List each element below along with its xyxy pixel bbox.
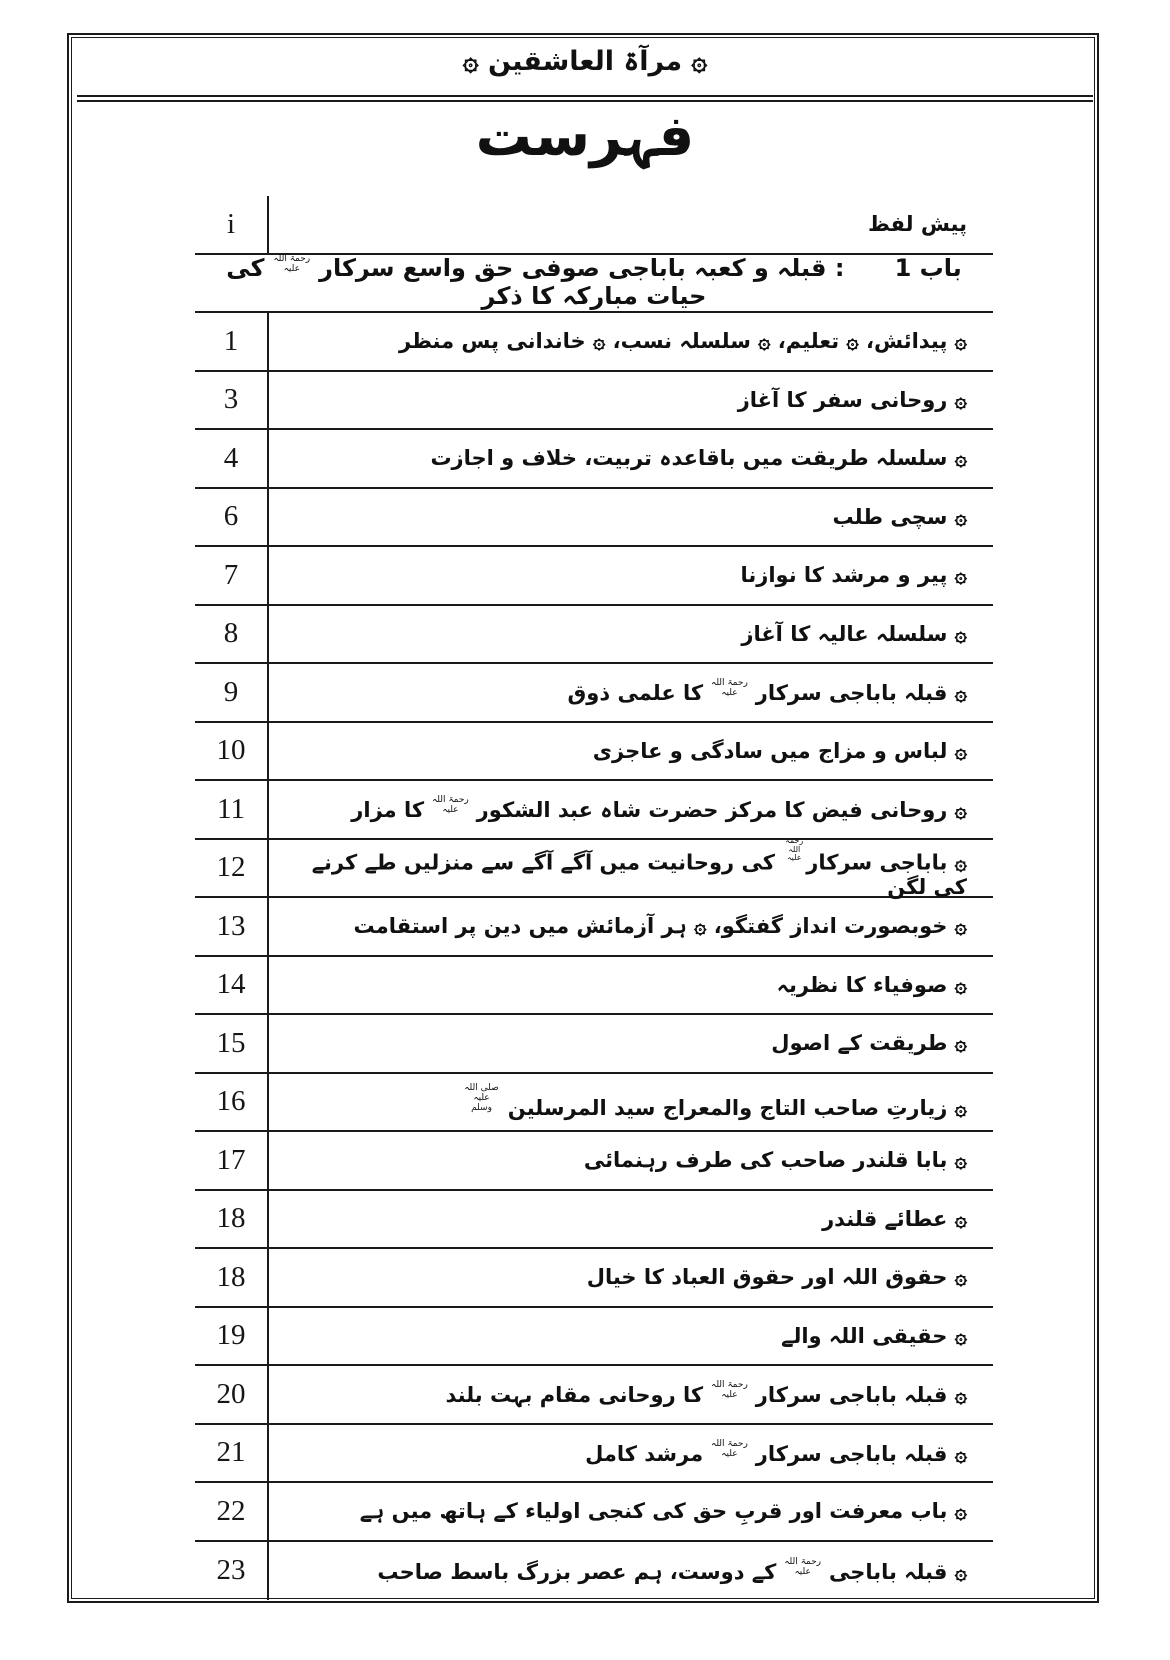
toc-row bbox=[195, 1074, 993, 1133]
entry-text-inner: ۞ حقوق اللہ اور حقوق العباد کا خیال bbox=[586, 1265, 967, 1290]
entry-text-inner: ۞ حقیقی اللہ والے bbox=[781, 1323, 967, 1348]
entry-text-inner: ۞ زیارتِ صاحب التاج والمعراج سید المرسلین صلی اللہ علیہ وسلم bbox=[464, 1082, 967, 1120]
page-number: 3 bbox=[195, 372, 269, 429]
page-number: 10 bbox=[195, 723, 269, 780]
entry-text bbox=[195, 255, 993, 312]
entry-text-inner: ۞ روحانی فیض کا مرکز حضرت شاہ عبد الشکور رحمۃ اللہ علیہ کا مزار bbox=[351, 795, 967, 823]
toc-row bbox=[195, 606, 993, 665]
entry-text-inner: ۞ قبلہ باباجی سرکار رحمۃ اللہ علیہ کا علمی ذوق bbox=[567, 678, 967, 706]
page-number: 23 bbox=[195, 1542, 269, 1601]
page-number: 12 bbox=[195, 840, 269, 897]
entry-text bbox=[269, 547, 993, 604]
entry-text-inner: ۞ باباجی سرکاررحمۃ اللہ علیہ کی روحانیت میں آگے آگے سے منزلیں طے کرنے کی لگن bbox=[311, 835, 967, 899]
entry-text bbox=[269, 835, 993, 899]
entry-text-inner: ۞ باب معرفت اور قربِ حق کی کنجی اولیاء کے ہاتھ میں ہے bbox=[359, 1499, 967, 1524]
toc-row bbox=[195, 957, 993, 1016]
toc-row bbox=[195, 1366, 993, 1425]
toc-row bbox=[195, 489, 993, 548]
toc-row bbox=[195, 196, 993, 255]
toc-row bbox=[195, 372, 993, 431]
toc-row bbox=[195, 313, 993, 372]
entry-text bbox=[269, 1308, 993, 1365]
entry-text bbox=[269, 723, 993, 780]
toc-row bbox=[195, 547, 993, 606]
entry-text-inner: ۞ پیدائش، ۞ تعلیم، ۞ سلسلہ نسب، ۞ خاندانی پس منظر bbox=[399, 329, 967, 354]
entry-text bbox=[269, 430, 993, 487]
page-number: 21 bbox=[195, 1425, 269, 1482]
page-number: 19 bbox=[195, 1308, 269, 1365]
entry-text bbox=[269, 313, 993, 370]
entry-text-inner: ۞ خوبصورت انداز گفتگو، ۞ ہر آزمائش میں دین پر استقامت bbox=[353, 914, 967, 939]
page-number: 18 bbox=[195, 1191, 269, 1248]
entry-text bbox=[269, 781, 993, 838]
page-number: 15 bbox=[195, 1015, 269, 1072]
honorific-mark: رحمۃ اللہ علیہ bbox=[711, 1380, 748, 1401]
entry-text-inner: ۞ سچی طلب bbox=[832, 504, 967, 529]
page-number: 4 bbox=[195, 430, 269, 487]
page-number: 18 bbox=[195, 1249, 269, 1306]
toc-row bbox=[195, 430, 993, 489]
entry-text-inner: ۞ سلسلہ عالیہ کا آغاز bbox=[741, 621, 967, 646]
entry-text bbox=[269, 957, 993, 1014]
entry-text bbox=[269, 196, 993, 253]
header-divider bbox=[77, 95, 1093, 102]
page-number: i bbox=[195, 196, 269, 253]
page-number: 22 bbox=[195, 1483, 269, 1540]
contents-heading: فہرست bbox=[475, 104, 695, 169]
entry-text bbox=[269, 606, 993, 663]
toc-row bbox=[195, 1425, 993, 1484]
entry-text bbox=[269, 489, 993, 546]
toc-row bbox=[195, 898, 993, 957]
entry-text bbox=[269, 372, 993, 429]
toc-row bbox=[195, 723, 993, 782]
toc-row bbox=[195, 1249, 993, 1308]
honorific-mark: رحمۃ اللہ علیہ bbox=[785, 835, 804, 863]
entry-text-inner: باب 1 : قبلہ و کعبہ باباجی صوفی حق واسع سرکار رحمۃ اللہ علیہ کی حیات مبارکہ کا ذکر bbox=[226, 254, 962, 310]
toc-row bbox=[195, 664, 993, 723]
toc-row bbox=[195, 1483, 993, 1542]
toc-row bbox=[195, 835, 993, 899]
page-number: 9 bbox=[195, 664, 269, 721]
entry-text bbox=[269, 1542, 993, 1601]
page-number: 20 bbox=[195, 1366, 269, 1423]
honorific-mark: رحمۃ اللہ علیہ bbox=[432, 795, 469, 816]
entry-text bbox=[269, 1249, 993, 1306]
entry-text-inner: ۞ قبلہ باباجی سرکار رحمۃ اللہ علیہ مرشد کامل bbox=[585, 1438, 967, 1466]
entry-text bbox=[269, 898, 993, 955]
entry-text-inner: ۞ بابا قلندر صاحب کی طرف رہنمائی bbox=[583, 1148, 967, 1173]
entry-text bbox=[269, 1366, 993, 1423]
toc-row bbox=[195, 1542, 993, 1601]
entry-text bbox=[269, 1015, 993, 1072]
honorific-mark: صلی اللہ علیہ وسلم bbox=[464, 1082, 499, 1113]
entry-text-inner: ۞ قبلہ باباجی رحمۃ اللہ علیہ کے دوست، ہم عصر بزرگ باسط صاحب bbox=[377, 1556, 967, 1584]
entry-text-inner: ۞ عطائے قلندر bbox=[822, 1206, 967, 1231]
page-number: 13 bbox=[195, 898, 269, 955]
page-number: 1 bbox=[195, 313, 269, 370]
toc-row bbox=[195, 1191, 993, 1250]
entry-text-inner: ۞ سلسلہ طریقت میں باقاعدہ تربیت، خلاف و اجازت bbox=[430, 446, 967, 471]
page-number: 16 bbox=[195, 1074, 269, 1131]
entry-text-inner: ۞ روحانی سفر کا آغاز bbox=[737, 387, 967, 412]
honorific-mark: رحمۃ اللہ علیہ bbox=[273, 254, 311, 275]
chapter-row bbox=[195, 255, 993, 314]
toc-row bbox=[195, 1308, 993, 1367]
toc-row bbox=[195, 781, 993, 840]
entry-text-inner: ۞ پیر و مرشد کا نوازنا bbox=[740, 563, 967, 588]
book-title: ۞ مرآۃ العاشقین ۞ bbox=[462, 46, 708, 77]
entry-text bbox=[269, 1483, 993, 1540]
entry-text bbox=[269, 1191, 993, 1248]
page-number: 7 bbox=[195, 547, 269, 604]
entry-text bbox=[269, 1074, 993, 1131]
entry-text-inner: ۞ قبلہ باباجی سرکار رحمۃ اللہ علیہ کا روحانی مقام بہت بلند bbox=[445, 1380, 967, 1408]
toc-row bbox=[195, 1015, 993, 1074]
page-number: 6 bbox=[195, 489, 269, 546]
honorific-mark: رحمۃ اللہ علیہ bbox=[711, 1438, 748, 1459]
entry-text-inner: ۞ طریقت کے اصول bbox=[771, 1031, 967, 1056]
page-number: 8 bbox=[195, 606, 269, 663]
page-number: 14 bbox=[195, 957, 269, 1014]
entry-text-inner: ۞ لباس و مزاج میں سادگی و عاجزی bbox=[592, 738, 967, 763]
entry-text bbox=[269, 1132, 993, 1189]
toc-row bbox=[195, 1132, 993, 1191]
honorific-mark: رحمۃ اللہ علیہ bbox=[784, 1556, 822, 1577]
toc-table bbox=[195, 196, 993, 1600]
entry-text bbox=[269, 664, 993, 721]
page-number: 11 bbox=[195, 781, 269, 838]
entry-text bbox=[269, 1425, 993, 1482]
entry-text-inner: ۞ صوفیاء کا نظریہ bbox=[776, 972, 967, 997]
page-number: 17 bbox=[195, 1132, 269, 1189]
entry-text-inner: پیش لفظ bbox=[868, 212, 967, 237]
honorific-mark: رحمۃ اللہ علیہ bbox=[711, 678, 748, 699]
